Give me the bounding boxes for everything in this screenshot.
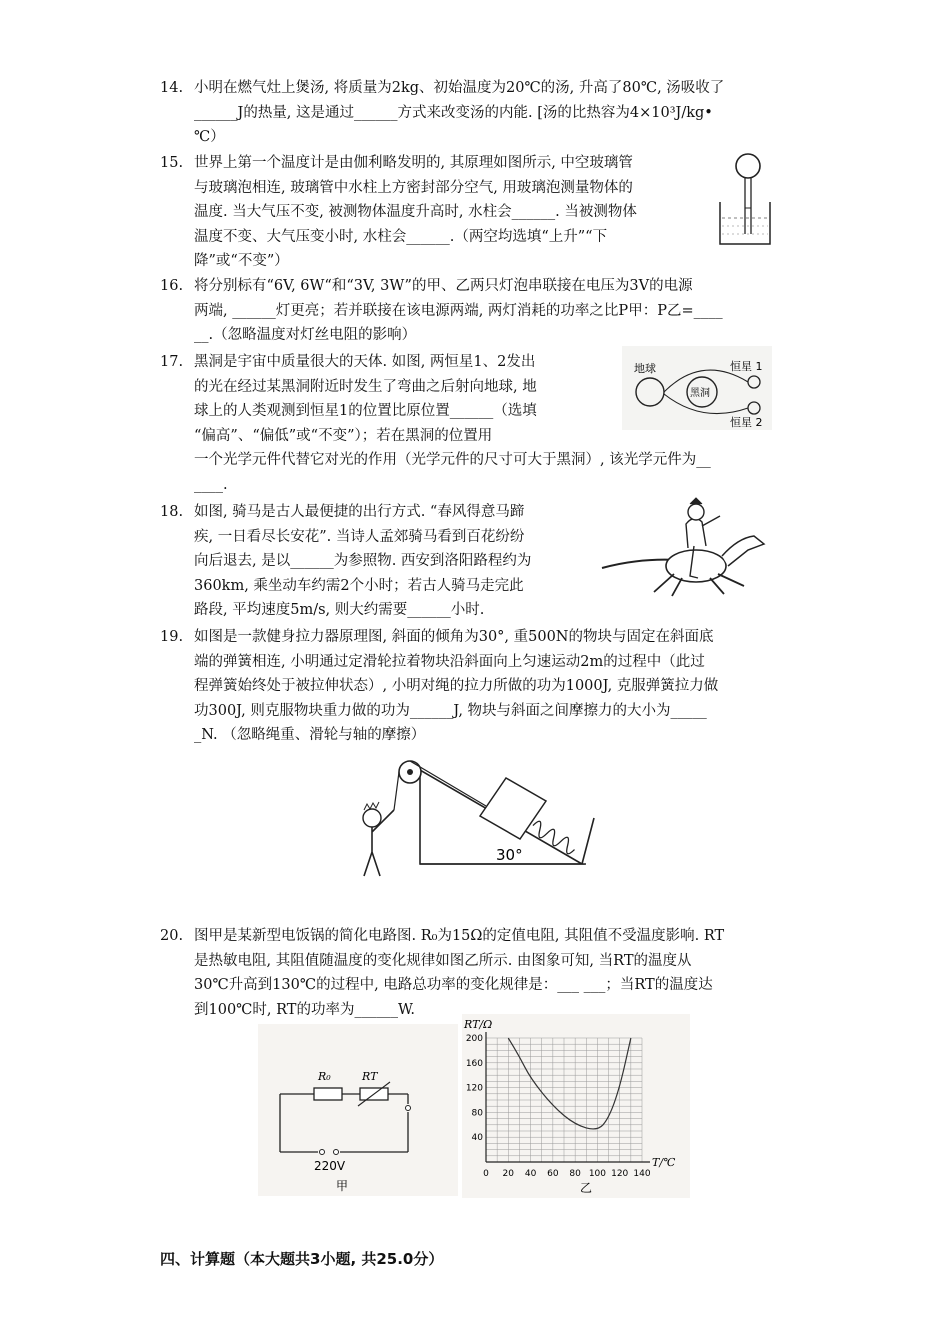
- question-line: 两端, ______灯更亮；若并联接在该电源两端, 两灯消耗的功率之比P甲：P乙=____: [194, 302, 723, 319]
- question-line: 一个光学元件代替它对光的作用（光学元件的尺寸可大于黑洞）, 该光学元件为__: [194, 452, 711, 468]
- circuit-figure-panel: [258, 1024, 458, 1196]
- y-tick-label: 120: [465, 1083, 483, 1094]
- question-line: 30℃升高到130℃的过程中, 电路总功率的变化规律是：___ ___；当RT的温度达: [194, 977, 713, 993]
- question-line: ℃）: [194, 129, 225, 145]
- x-tick-label: 100: [588, 1169, 607, 1179]
- caption-yi: 乙: [580, 1181, 593, 1195]
- x-tick-label: 40: [524, 1169, 537, 1179]
- rt-curve: [508, 1038, 631, 1129]
- circuit-diagram: [258, 1024, 458, 1196]
- question-19: [160, 625, 792, 748]
- label-black-hole: 黑洞: [690, 388, 710, 399]
- x-tick-label: 20: [502, 1169, 515, 1179]
- question-line: 是热敏电阻, 其阻值随温度的变化规律如图乙所示. 由图象可知, 当RT的温度从: [194, 952, 692, 969]
- question-line: 降”或“不变”）: [194, 253, 289, 269]
- question-line: __.（忽略温度对灯丝电阻的影响）: [194, 327, 417, 343]
- y-tick-label: 200: [465, 1034, 483, 1044]
- rt-temperature-chart: [462, 1014, 690, 1198]
- question-line: 端的弹簧相连, 小明通过定滑轮拉着物块沿斜面向上匀速运动2m的过程中（此过: [194, 653, 705, 670]
- question-number: 14.: [160, 80, 184, 96]
- question-line: 小明在燃气灶上煲汤, 将质量为2kg、初始温度为20℃的汤, 升高了80℃, 汤吸收了: [194, 80, 725, 96]
- question-line: 的光在经过某黑洞附近时发生了弯曲之后射向地球, 地: [194, 378, 537, 395]
- x-tick-label: 0: [483, 1169, 489, 1179]
- question-line: 如图, 骑马是古人最便捷的出行方式. “春风得意马蹄: [194, 504, 525, 520]
- caption-jia: 甲: [336, 1179, 349, 1193]
- question-line: 向后退去, 是以______为参照物. 西安到洛阳路程约为: [194, 553, 532, 569]
- question-line: 疾, 一日看尽长安花”. 当诗人孟郊骑马看到百花纷纷: [194, 528, 525, 545]
- question-number: 18.: [160, 504, 184, 520]
- question-line: _N. （忽略绳重、滑轮与轴的摩擦）: [194, 727, 426, 743]
- graph-figure-panel: [462, 1014, 690, 1198]
- question-line: 到100℃时, RT的功率为______W.: [194, 1001, 415, 1018]
- question-line: 黑洞是宇宙中质量很大的天体. 如图, 两恒星1、2发出: [194, 354, 536, 370]
- question-number: 20.: [160, 928, 184, 944]
- question-line: 温度不变、大气压变小时, 水柱会______.（两空均选填“上升”“下: [194, 228, 608, 245]
- question-line: 如图是一款健身拉力器原理图, 斜面的倾角为30°, 重500N的物块与固定在斜面底: [194, 629, 714, 645]
- question-16: [160, 274, 792, 348]
- question-20: [160, 924, 792, 1022]
- y-tick-label: 40: [471, 1133, 483, 1144]
- y-axis-label: RT/Ω: [464, 1018, 493, 1031]
- y-tick-label: 80: [471, 1108, 483, 1119]
- question-line: 路段, 平均速度5m/s, 则大约需要______小时.: [194, 602, 485, 618]
- question-line: 与玻璃泡相连, 玻璃管中水柱上方密封部分空气, 用玻璃泡测量物体的: [194, 179, 633, 196]
- question-line: 功300J, 则克服物块重力做的功为______J, 物块与斜面之间摩擦力的大小为_____: [194, 702, 707, 719]
- question-14: [160, 76, 792, 150]
- label-voltage: 220V: [314, 1159, 346, 1173]
- incline-pulley-figure: [350, 752, 600, 882]
- x-axis-label: T/℃: [652, 1156, 676, 1169]
- label-r0: R₀: [318, 1070, 331, 1083]
- x-tick-label: 140: [633, 1169, 651, 1179]
- question-line: “偏高”、“偏低”或“不变”）；若在黑洞的位置用: [194, 427, 493, 444]
- question-line: 温度. 当大气压不变, 被测物体温度升高时, 水柱会______. 当被测物体: [194, 204, 637, 220]
- horse-rider-figure: [598, 496, 774, 600]
- question-number: 17.: [160, 354, 184, 370]
- question-line: ______J的热量, 这是通过______方式来改变汤的内能. [汤的比热容为4×10³J/kg•: [194, 104, 713, 121]
- question-line: 将分别标有“6V, 6W“和“3V, 3W”的甲、乙两只灯泡串联接在电压为3V的电源: [194, 278, 693, 294]
- label-rt: RT: [362, 1070, 378, 1083]
- label-earth: 地球: [634, 362, 656, 375]
- thermometer-figure: [714, 148, 774, 248]
- question-line: 360km, 乘坐动车约需2个小时；若古人骑马走完此: [194, 577, 524, 594]
- question-number: 15.: [160, 155, 184, 171]
- question-line: 图甲是某新型电饭锅的简化电路图. R₀为15Ω的定值电阻, 其阻值不受温度影响. RT: [194, 928, 725, 944]
- question-15: [160, 151, 680, 274]
- angle-label: 30°: [496, 846, 523, 864]
- label-star-2: 恒星 2: [730, 416, 763, 429]
- label-star-1: 恒星 1: [730, 360, 763, 373]
- question-line: ____.: [194, 476, 228, 493]
- y-tick-label: 160: [465, 1058, 483, 1069]
- x-tick-label: 60: [547, 1169, 559, 1179]
- question-line: 世界上第一个温度计是由伽利略发明的, 其原理如图所示, 中空玻璃管: [194, 155, 633, 171]
- x-tick-label: 80: [569, 1169, 581, 1179]
- question-number: 19.: [160, 629, 184, 645]
- section-heading: 四、计算题（本大题共3小题, 共25.0分）: [160, 1250, 444, 1268]
- question-line: 程弹簧始终处于被拉伸状态）, 小明对绳的拉力所做的功为1000J, 克服弹簧拉力做: [194, 678, 719, 694]
- x-tick-label: 120: [611, 1169, 629, 1179]
- question-line: 球上的人类观测到恒星1的位置比原位置______（选填: [194, 403, 537, 419]
- question-number: 16.: [160, 278, 184, 294]
- black-hole-figure: [622, 346, 772, 430]
